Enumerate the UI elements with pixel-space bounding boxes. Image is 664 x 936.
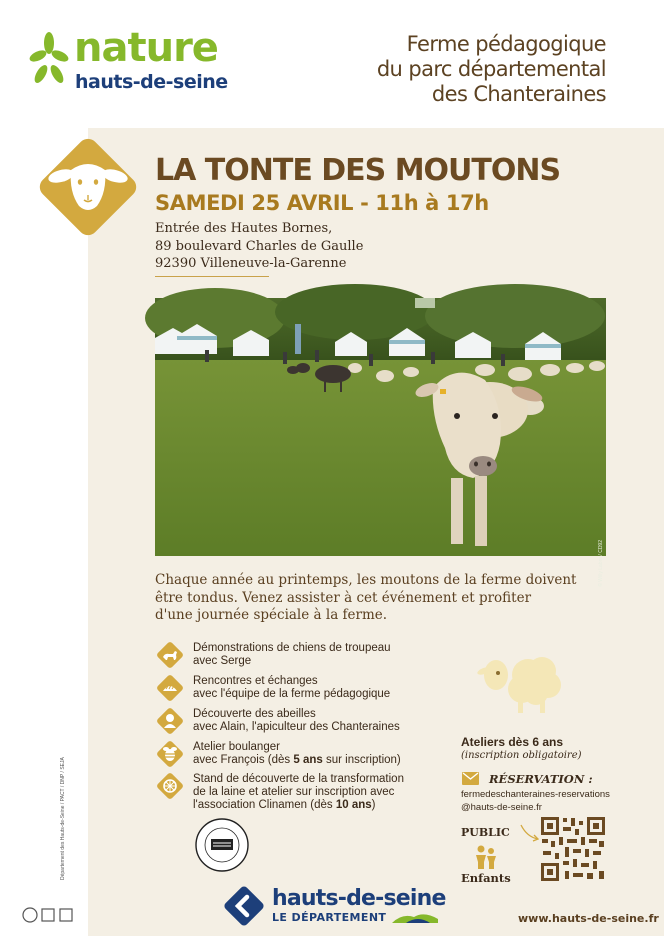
reservation-email-domain[interactable]: @hauts-de-seine.fr <box>461 802 542 813</box>
activity-detail-text: avec François (dès <box>193 754 294 766</box>
arrow-icon <box>519 823 541 843</box>
logo-region-text: hauts-de-seine <box>75 71 228 93</box>
spinning-wheel-icon <box>155 771 185 801</box>
divider <box>155 276 269 277</box>
sheep-diamond-icon <box>33 132 143 242</box>
legal-note: Département des Hauts-de-Seine / PACT / DNP / SEJA <box>60 757 66 880</box>
beekeeper-icon <box>155 706 185 736</box>
activity-detail-text: sur inscription) <box>322 754 401 766</box>
activity-detail: avec l'équipe de la ferme pédagogique <box>193 688 391 700</box>
mail-icon <box>462 772 479 785</box>
event-address <box>155 220 363 273</box>
department-logo-icon <box>222 884 266 928</box>
logo-nature-text: nature <box>74 25 218 71</box>
ateliers-note: (inscription obligatoire) <box>461 750 582 761</box>
reservation-email[interactable]: fermedeschanteraines-reservations <box>461 789 610 800</box>
header <box>0 0 664 128</box>
left-margin <box>0 128 88 936</box>
activity-detail <box>193 799 463 812</box>
activity-title: Atelier boulanger <box>193 741 280 753</box>
department-subtitle: LE DÉPARTEMENT <box>272 911 387 924</box>
activity-title: Démonstrations de chiens de troupeau <box>193 642 391 654</box>
farm-title <box>306 32 606 107</box>
event-title: LA TONTE DES MOUTONS <box>155 153 561 188</box>
public-label: PUBLIC <box>461 826 510 839</box>
bread-icon <box>155 673 185 703</box>
event-date: SAMEDI 25 AVRIL - 11h à 17h <box>155 191 489 215</box>
activity-detail: avec Serge <box>193 655 252 667</box>
reservation-label: RÉSERVATION : <box>489 772 593 786</box>
farm-title-line: Ferme pédagogique <box>406 32 606 56</box>
intro-line: d'une journée spéciale à la ferme. <box>155 607 388 623</box>
bee-icon <box>155 739 185 769</box>
children-icon <box>473 844 499 870</box>
leaf-logo-icon <box>30 32 68 92</box>
activity-title: Découverte des abeilles <box>193 708 316 720</box>
intro-text <box>155 572 625 625</box>
farm-title-line: des Chanteraines <box>431 82 606 106</box>
eco-label-icons <box>22 907 74 923</box>
department-name: hauts-de-seine <box>272 886 446 911</box>
website-link[interactable]: www.hauts-de-seine.fr <box>518 912 659 925</box>
sheep-field-image <box>155 298 606 556</box>
address-line: Entrée des Hautes Bornes, <box>155 221 333 236</box>
qr-code[interactable] <box>539 815 607 883</box>
ateliers-age: Ateliers dès 6 ans <box>461 735 564 749</box>
activity-detail: avec Alain, l'apiculteur des Chanteraines <box>193 721 400 733</box>
activity-detail: de la laine et atelier sur inscription avec <box>193 786 395 798</box>
public-value: Enfants <box>461 871 511 885</box>
address-line: 89 boulevard Charles de Gaulle <box>155 238 364 254</box>
activity-age: 5 ans <box>293 754 323 766</box>
intro-line: Chaque année au printemps, les moutons de la ferme doivent <box>155 572 577 588</box>
activity-detail-text: l'association Clinamen (dès <box>193 799 336 811</box>
activity-title: Stand de découverte de la transformation <box>193 773 404 785</box>
dog-icon <box>155 640 185 670</box>
green-hills-icon <box>392 909 438 923</box>
activity-age: 10 ans <box>335 799 372 811</box>
sheep-illustration-icon <box>478 645 568 717</box>
address-line: 92390 Villeneuve-la-Garenne <box>155 256 347 271</box>
activity-detail-text: ) <box>371 799 376 811</box>
farm-title-line: du parc départemental <box>376 57 606 81</box>
photo-credit: © Willy Labre / CD92 <box>598 540 604 587</box>
activity-detail <box>193 754 463 767</box>
partner-stamp-logo <box>194 817 250 873</box>
activity-title: Rencontres et échanges <box>193 675 318 687</box>
intro-line: être tondus. Venez assister à cet événement et profiter <box>155 589 532 606</box>
